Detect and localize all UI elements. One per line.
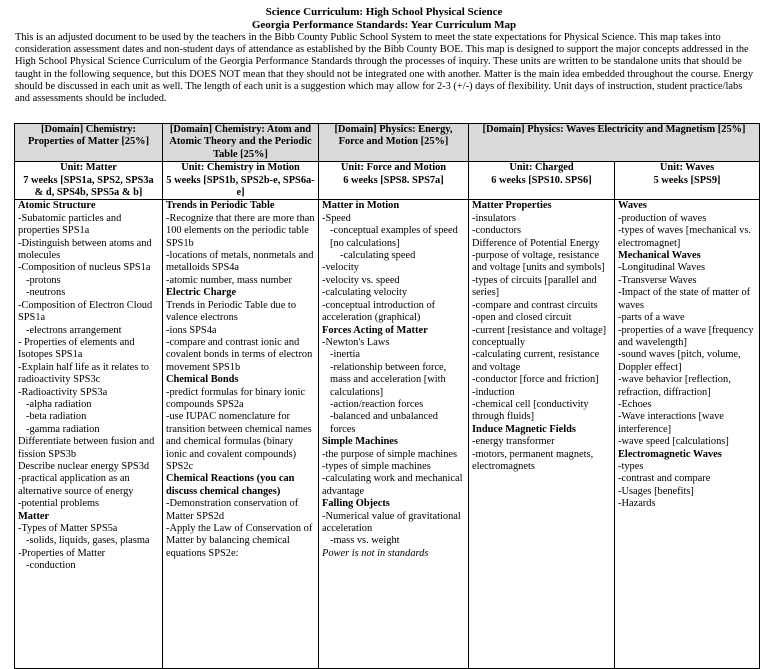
topic-item: -Newton's Laws	[322, 336, 390, 348]
topic-heading: Matter	[18, 510, 50, 522]
topic-item: -Usages [benefits]	[618, 485, 694, 497]
content-cell-force-motion	[319, 200, 469, 669]
topic-item: -ions SPS4a	[166, 324, 217, 336]
topic-item: -mass vs. weight	[330, 535, 400, 547]
curriculum-map-table	[14, 123, 760, 669]
topic-item: -alpha radiation	[26, 398, 92, 410]
topic-item: -energy transformer	[472, 436, 555, 448]
topic-item: -Recognize that there are more than 100 elements on the periodic table SPS1b	[166, 212, 315, 249]
topic-item: -Demonstration conservation of Matter SPS2d	[166, 498, 299, 522]
unit-cell	[319, 162, 469, 200]
topic-item: -Composition of nucleus SPS1a	[18, 262, 151, 274]
topic-item: -Numerical value of gravitational acceleration	[322, 510, 461, 534]
topic-item: -inertia	[330, 349, 360, 361]
topic-item: -predict formulas for binary ionic compounds SPS2a	[166, 386, 306, 410]
topic-item: -conductor [force and friction]	[472, 374, 599, 386]
topic-item: -chemical cell [conductivity through fluids]	[472, 398, 589, 423]
topic-item: -the purpose of simple machines	[322, 448, 458, 460]
topic-item: -Transverse Waves	[618, 274, 697, 286]
unit-weeks: 5 weeks [SPS9]	[653, 174, 721, 186]
topic-item: -neutrons	[26, 287, 66, 299]
topic-item: -insulators	[472, 212, 516, 224]
unit-weeks: 7 weeks [SPS1a, SPS2, SPS3a & d, SPS4b, SPS5a & b]	[23, 174, 154, 199]
topic-item: -velocity	[322, 262, 359, 274]
topic-item: -types of simple machines	[322, 460, 431, 472]
content-cell-charged	[469, 200, 615, 669]
topic-heading: Matter in Motion	[322, 200, 400, 212]
domain-header-row	[15, 124, 760, 162]
topic-item: -velocity vs. speed	[322, 274, 400, 286]
topic-item: -wave behavior [reflection, refraction, diffraction]	[618, 374, 731, 398]
topic-item: -Hazards	[618, 498, 656, 510]
document-title: Science Curriculum: High School Physical Science	[265, 6, 503, 18]
topic-item: -Impact of the state of matter of waves	[618, 287, 751, 311]
topic-item: -contrast and compare	[618, 473, 711, 485]
unit-name: Unit: Charged	[509, 162, 574, 174]
topic-item: -Properties of Matter	[18, 547, 106, 559]
topic-item: -compare and contrast circuits	[472, 299, 598, 311]
topic-item: -balanced and unbalanced forces	[330, 411, 438, 435]
topic-item: -conceptual examples of speed [no calculations]	[330, 225, 458, 249]
content-cell-matter	[15, 200, 163, 669]
topic-item: -calculating work and mechanical advantage	[322, 473, 463, 497]
topic-item: -Wave interactions [wave interference]	[618, 411, 724, 435]
intro-paragraph: This is an adjusted document to be used by the teachers in the Bibb County Public School System to meet the state expectations for Physical Science. This map takes into consideration assessment dates and non-student days of attendance as established by the Bibb County BOE. This map is designed to support the major concepts addressed in the High School Physical Science Curriculum of the Georgia Performance Standards through the processes of inquiry. These units are written to be standalone units that should be taught in the following sequence, but this DOES NOT mean that they should not be integrated one with another. Matter is the main idea embedded throughout the course. Energy should be discussed in each unit as well. The length of each unit is a suggestion which may allow for 2-3 (+/-) days of flexibility. Unit days of instruction, student practice/labs and assessments should be included.	[15, 32, 754, 105]
topic-item: -protons	[26, 274, 61, 286]
topic-item: -conduction	[26, 560, 76, 572]
topic-heading: Waves	[618, 200, 647, 212]
topic-item: -solids, liquids, gases, plasma	[26, 535, 150, 547]
topic-item: -calculating velocity	[322, 287, 408, 299]
document-subtitle: Georgia Performance Standards: Year Curriculum Map	[251, 19, 517, 31]
unit-name: Unit: Force and Motion	[340, 162, 447, 174]
topic-heading: Forces Acting of Matter	[322, 324, 428, 336]
topic-heading: Mechanical Waves	[618, 250, 701, 262]
topic-item: -parts of a wave	[618, 312, 685, 324]
topic-item: -Composition of Electron Cloud SPS1a	[18, 299, 153, 324]
topic-heading: Chemical Bonds	[166, 374, 239, 386]
topic-item: Trends in Periodic Table due to valence electrons	[166, 299, 297, 324]
topic-heading: Electric Charge	[166, 287, 237, 299]
topic-item: - Properties of elements and Isotopes SPS1a	[18, 336, 135, 361]
topic-item: -potential problems	[18, 498, 100, 510]
topic-item: -Radioactivity SPS3a	[18, 386, 108, 398]
topic-heading: Matter Properties	[472, 200, 552, 212]
topic-item: -Subatomic particles and properties SPS1a	[18, 212, 122, 237]
topic-item: -motors, permanent magnets, electromagnets	[472, 448, 594, 472]
topic-item: -sound waves [pitch, volume, Doppler effect]	[618, 349, 741, 373]
topic-item: -gamma radiation	[26, 423, 100, 435]
topic-item: -types of waves [mechanical vs. electromagnet]	[618, 225, 752, 249]
content-row	[15, 200, 760, 669]
topic-heading: Trends in Periodic Table	[166, 200, 275, 212]
topic-item: -use IUPAC nomenclature for transition between chemical names and chemical formulas (binary ionic and covalent compounds) SPS2c	[166, 411, 312, 472]
topic-item: -purpose of voltage, resistance and voltage [units and symbols]	[472, 250, 605, 274]
topic-heading: Chemical Reactions (you can discuss chemical changes)	[166, 473, 295, 497]
topic-item: -relationship between force, mass and acceleration [with calculations]	[330, 361, 447, 398]
topic-item: -action/reaction forces	[330, 398, 424, 410]
unit-weeks: 6 weeks [SPS8. SPS7a]	[343, 174, 444, 186]
topic-item: -compare and contrast ionic and covalent bonds in terms of electron movement SPS1b	[166, 336, 313, 373]
topic-item: -electrons arrangement	[26, 324, 122, 336]
unit-weeks: 5 weeks [SPS1b, SPS2b-e, SPS6a-e]	[166, 174, 315, 199]
domain-header-physics-waves: [Domain] Physics: Waves Electricity and Magnetism [25%]	[469, 124, 760, 162]
topic-item: -Distinguish between atoms and molecules	[18, 237, 152, 262]
topic-item: Describe nuclear energy SPS3d	[18, 460, 150, 472]
topic-item: -Types of Matter SPS5a	[18, 523, 118, 534]
topic-item: -calculating current, resistance and voltage	[472, 349, 600, 373]
unit-cell	[15, 162, 163, 200]
topic-item: -wave speed [calculations]	[618, 436, 729, 448]
topic-item: -properties of a wave [frequency and wavelength]	[618, 324, 754, 348]
topic-heading: Simple Machines	[322, 436, 398, 448]
topic-item: Difference of Potential Energy	[472, 237, 600, 249]
topic-item: -types of circuits [parallel and series]	[472, 274, 597, 299]
unit-name: Unit: Matter	[60, 162, 117, 174]
topic-item: -Speed	[322, 212, 351, 224]
topic-item: -production of waves	[618, 212, 707, 224]
unit-cell	[469, 162, 615, 200]
topic-item: -Echoes	[618, 398, 652, 410]
topic-item: -induction	[472, 386, 515, 398]
topic-item: -practical application as an alternative source of energy	[18, 473, 134, 497]
domain-header-chemistry-atom: [Domain] Chemistry: Atom and Atomic Theory and the Periodic Table [25%]	[163, 124, 319, 162]
unit-cell	[615, 162, 760, 200]
topic-item: -Explain half life as it relates to radioactivity SPS3c	[18, 361, 149, 386]
topic-heading: Atomic Structure	[18, 200, 96, 212]
topic-item: Power is not in standards	[322, 547, 429, 559]
topic-heading: Induce Magnetic Fields	[472, 423, 576, 435]
topic-item: -atomic number, mass number	[166, 274, 292, 286]
topic-item: -Longitudinal Waves	[618, 262, 705, 274]
domain-header-chemistry-matter: [Domain] Chemistry: Properties of Matter [25%]	[15, 124, 163, 162]
topic-item: -open and closed circuit	[472, 312, 572, 324]
unit-row	[15, 162, 760, 200]
content-cell-chemistry-motion	[163, 200, 319, 669]
topic-item: -conductors	[472, 225, 522, 237]
topic-item: -types	[618, 460, 644, 472]
topic-item: -locations of metals, nonmetals and metalloids SPS4a	[166, 250, 314, 274]
topic-heading: Electromagnetic Waves	[618, 448, 722, 460]
domain-header-physics-energy: [Domain] Physics: Energy, Force and Motion [25%]	[319, 124, 469, 162]
unit-name: Unit: Waves	[659, 162, 715, 174]
topic-item: -calculating speed	[340, 250, 416, 262]
topic-item: Differentiate between fusion and fission SPS3b	[18, 436, 155, 460]
unit-cell	[163, 162, 319, 200]
unit-name: Unit: Chemistry in Motion	[181, 162, 300, 174]
topic-heading: Falling Objects	[322, 498, 390, 510]
topic-item: -current [resistance and voltage] conceptually	[472, 324, 607, 348]
topic-item: -Apply the Law of Conservation of Matter by balancing chemical equations SPS2e:	[166, 523, 313, 559]
topic-item: -beta radiation	[26, 411, 87, 423]
topic-item: -conceptual introduction of acceleration (graphical)	[322, 299, 436, 324]
unit-weeks: 6 weeks [SPS10. SPS6]	[491, 174, 592, 186]
content-cell-waves	[615, 200, 760, 669]
